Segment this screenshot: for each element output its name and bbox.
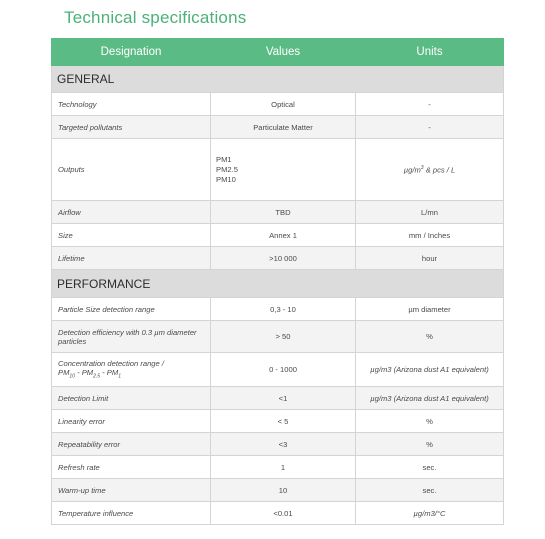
row-label: Temperature influence (52, 502, 211, 525)
outputs-list (211, 139, 356, 201)
output-item: PM1 (216, 154, 232, 164)
row-label: Refresh rate (52, 456, 211, 479)
unit-rest: & pcs / L (423, 165, 456, 175)
table-row (52, 201, 504, 224)
row-unit: % (356, 321, 504, 353)
row-value: < 5 (211, 410, 356, 433)
section-general (52, 66, 504, 93)
table-row (52, 433, 504, 456)
section-heading: PERFORMANCE (52, 270, 504, 298)
row-value: 10 (211, 479, 356, 502)
row-unit: mm / Inches (356, 224, 504, 247)
table-row (52, 410, 504, 433)
row-unit: % (356, 410, 504, 433)
row-unit (356, 139, 504, 201)
row-value: <1 (211, 387, 356, 410)
pm-text: - PM (74, 368, 94, 378)
page-title: Technical specifications (64, 8, 247, 27)
row-value: 0,3 - 10 (211, 298, 356, 321)
pm-text: - PM (100, 368, 119, 378)
table-row (52, 93, 504, 116)
row-unit: L/mn (356, 201, 504, 224)
table-row (52, 224, 504, 247)
row-unit: % (356, 433, 504, 456)
units-header: Units (356, 39, 504, 66)
output-item: PM2.5 (216, 164, 238, 174)
row-label: Repeatability error (52, 433, 211, 456)
row-unit: sec. (356, 479, 504, 502)
values-header: Values (211, 39, 356, 66)
row-unit: hour (356, 247, 504, 270)
table-row (52, 479, 504, 502)
row-value: <0.01 (211, 502, 356, 525)
row-label: Linearity error (52, 410, 211, 433)
row-label: Technology (52, 93, 211, 116)
row-label (52, 353, 211, 387)
row-label: Targeted pollutants (52, 116, 211, 139)
row-label: Detection efficiency with 0.3 µm diameter particles (52, 321, 211, 353)
row-value: <3 (211, 433, 356, 456)
row-unit: µm diameter (356, 298, 504, 321)
row-unit: sec. (356, 456, 504, 479)
row-label: Lifetime (52, 247, 211, 270)
pm-sub: 2.5 (93, 373, 101, 380)
section-heading: GENERAL (52, 66, 504, 93)
row-unit: µg/m3 (Arizona dust A1 equivalent) (356, 387, 504, 410)
table-row (52, 298, 504, 321)
unit-main: µg/m (403, 165, 421, 175)
unit-sup: 3 (420, 164, 424, 171)
pm-sub: 1 (118, 373, 121, 380)
row-label: Outputs (52, 139, 211, 201)
row-label: Particle Size detection range (52, 298, 211, 321)
row-unit: - (356, 93, 504, 116)
pm-text: PM (58, 368, 70, 378)
row-unit: µg/m3/°C (356, 502, 504, 525)
table-row (52, 387, 504, 410)
table-row (52, 502, 504, 525)
row-value: Annex 1 (211, 224, 356, 247)
row-unit: - (356, 116, 504, 139)
table-row (52, 247, 504, 270)
row-unit: µg/m3 (Arizona dust A1 equivalent) (356, 353, 504, 387)
section-performance (52, 270, 504, 298)
designation-header: Designation (52, 39, 211, 66)
table-row (52, 456, 504, 479)
row-value: Optical (211, 93, 356, 116)
table-row (52, 353, 504, 387)
row-label: Airflow (52, 201, 211, 224)
row-label: Warm-up time (52, 479, 211, 502)
label-main: Concentration detection range / (58, 359, 164, 369)
pm-sub: 10 (69, 373, 75, 380)
row-value: 1 (211, 456, 356, 479)
spec-table (51, 38, 504, 525)
row-value: 0 - 1000 (211, 353, 356, 387)
row-label: Size (52, 224, 211, 247)
table-row (52, 116, 504, 139)
row-value: Particulate Matter (211, 116, 356, 139)
output-item: PM10 (216, 174, 236, 184)
header-row (52, 39, 504, 66)
row-value: > 50 (211, 321, 356, 353)
table-row (52, 321, 504, 353)
table-row (52, 139, 504, 201)
row-value: >10 000 (211, 247, 356, 270)
row-label: Detection Limit (52, 387, 211, 410)
label-sub-line (58, 368, 210, 380)
row-value: TBD (211, 201, 356, 224)
